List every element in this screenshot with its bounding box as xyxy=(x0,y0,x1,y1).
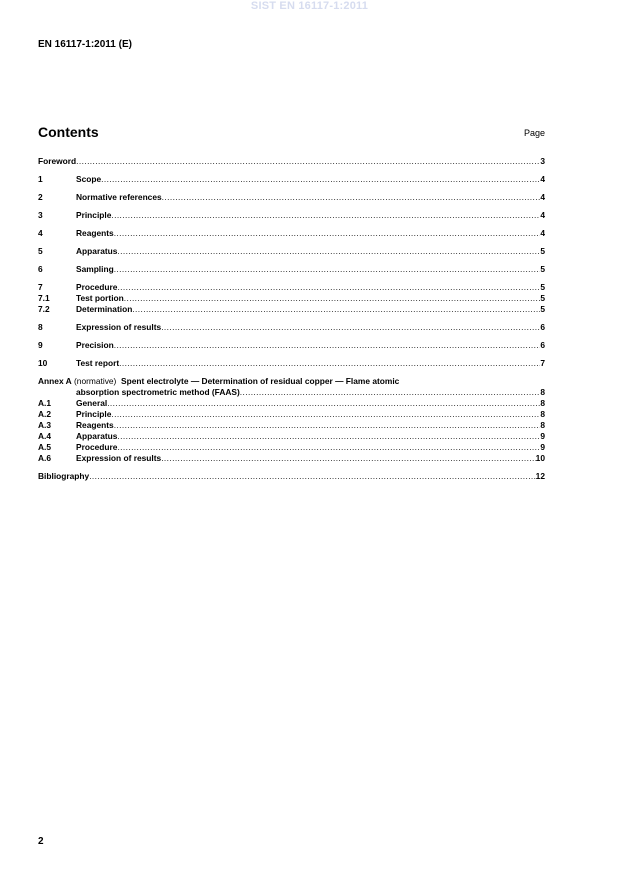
toc-page: 5 xyxy=(540,304,545,314)
toc-leader xyxy=(114,264,541,275)
toc-entry-sampling[interactable] xyxy=(38,264,545,275)
toc-page: 3 xyxy=(540,156,545,166)
page-number: 2 xyxy=(38,836,44,847)
annex-label: Annex A xyxy=(38,376,72,386)
toc-entry-normative-references[interactable] xyxy=(38,192,545,203)
document-id: EN 16117-1:2011 (E) xyxy=(38,39,132,50)
toc-title: Reagents xyxy=(76,420,114,430)
toc-title: Reagents xyxy=(76,228,114,238)
toc-number: 1 xyxy=(38,174,43,184)
toc-entry-scope[interactable] xyxy=(38,174,545,185)
toc-number: 7.1 xyxy=(38,293,50,303)
toc-number: 6 xyxy=(38,264,43,274)
toc-title: Scope xyxy=(76,174,102,184)
toc-page: 6 xyxy=(540,340,545,350)
toc-title: General xyxy=(76,398,108,408)
toc-entry-annex-a[interactable] xyxy=(38,376,545,398)
toc-title: Test report xyxy=(76,358,120,368)
toc-title: Apparatus xyxy=(76,246,118,256)
toc-leader xyxy=(117,431,540,442)
toc-leader xyxy=(89,471,535,482)
toc-title: Normative references xyxy=(76,192,162,202)
watermark: SIST EN 16117-1:2011 xyxy=(250,0,369,12)
toc-number: 3 xyxy=(38,210,43,220)
toc-entry-precision[interactable] xyxy=(38,340,545,351)
toc-leader xyxy=(161,322,540,333)
toc-number: A.4 xyxy=(38,431,52,441)
toc-entry-apparatus[interactable] xyxy=(38,246,545,257)
toc-leader xyxy=(111,210,540,221)
toc-page: 10 xyxy=(535,453,545,463)
toc-number: A.3 xyxy=(38,420,52,430)
toc-entry-annex-general[interactable] xyxy=(38,398,545,409)
toc-page: 5 xyxy=(540,282,545,292)
table-of-contents xyxy=(38,156,545,482)
toc-number: 10 xyxy=(38,358,48,368)
contents-title: Contents xyxy=(38,124,99,140)
toc-leader xyxy=(76,156,540,167)
toc-title: Foreword xyxy=(38,156,77,166)
toc-leader xyxy=(101,174,540,185)
toc-entry-annex-expression-of-results[interactable] xyxy=(38,453,545,464)
toc-entry-foreword[interactable] xyxy=(38,156,545,167)
annex-title-line2: absorption spectrometric method (FAAS) xyxy=(76,387,240,397)
toc-title: Expression of results xyxy=(76,322,162,332)
toc-title: Determination xyxy=(76,304,133,314)
toc-title: Test portion xyxy=(76,293,124,303)
toc-leader xyxy=(117,442,540,453)
toc-page: 9 xyxy=(540,431,545,441)
toc-leader xyxy=(119,358,540,369)
toc-entry-bibliography[interactable] xyxy=(38,471,545,482)
toc-entry-procedure[interactable] xyxy=(38,282,545,293)
toc-title: Bibliography xyxy=(38,471,90,481)
toc-number: 5 xyxy=(38,246,43,256)
toc-entry-test-report[interactable] xyxy=(38,358,545,369)
toc-leader xyxy=(162,192,541,203)
toc-entry-annex-apparatus[interactable] xyxy=(38,431,545,442)
toc-leader xyxy=(111,409,540,420)
toc-title: Precision xyxy=(76,340,114,350)
toc-entry-determination[interactable] xyxy=(38,304,545,315)
toc-leader xyxy=(114,340,541,351)
toc-title: Apparatus xyxy=(76,431,118,441)
toc-title: Principle xyxy=(76,409,112,419)
toc-number: 8 xyxy=(38,322,43,332)
toc-page: 6 xyxy=(540,322,545,332)
toc-leader xyxy=(240,387,541,398)
toc-number: 7.2 xyxy=(38,304,50,314)
toc-page: 8 xyxy=(540,409,545,419)
toc-page: 9 xyxy=(540,442,545,452)
toc-leader xyxy=(132,304,540,315)
toc-leader xyxy=(114,228,541,239)
toc-entry-reagents[interactable] xyxy=(38,228,545,239)
toc-page: 5 xyxy=(540,293,545,303)
toc-number: 7 xyxy=(38,282,43,292)
toc-leader xyxy=(124,293,541,304)
toc-leader xyxy=(161,453,535,464)
page-column-label: Page xyxy=(523,128,545,138)
annex-title-line1: Spent electrolyte — Determination of residual copper — Flame atomic xyxy=(121,376,400,386)
toc-entry-principle[interactable] xyxy=(38,210,545,221)
toc-page: 7 xyxy=(540,358,545,368)
toc-title: Principle xyxy=(76,210,112,220)
toc-page: 4 xyxy=(540,174,545,184)
toc-page: 4 xyxy=(540,228,545,238)
toc-title: Expression of results xyxy=(76,453,162,463)
toc-leader xyxy=(117,282,540,293)
toc-leader xyxy=(117,246,540,257)
toc-number: A.5 xyxy=(38,442,52,452)
toc-title: Sampling xyxy=(76,264,114,274)
toc-number: A.6 xyxy=(38,453,52,463)
toc-entry-annex-principle[interactable] xyxy=(38,409,545,420)
toc-page: 8 xyxy=(540,387,545,397)
toc-title: Procedure xyxy=(76,282,118,292)
toc-page: 4 xyxy=(540,210,545,220)
annex-qualifier: (normative) xyxy=(74,376,117,386)
toc-leader xyxy=(114,420,541,431)
toc-entry-test-portion[interactable] xyxy=(38,293,545,304)
toc-entry-expression-of-results[interactable] xyxy=(38,322,545,333)
toc-leader xyxy=(107,398,540,409)
toc-entry-annex-procedure[interactable] xyxy=(38,442,545,453)
toc-page: 5 xyxy=(540,246,545,256)
toc-number: 9 xyxy=(38,340,43,350)
toc-number: 4 xyxy=(38,228,43,238)
toc-page: 5 xyxy=(540,264,545,274)
toc-page: 12 xyxy=(535,471,545,481)
toc-page: 8 xyxy=(540,398,545,408)
toc-number: A.1 xyxy=(38,398,52,408)
toc-page: 8 xyxy=(540,420,545,430)
toc-number: A.2 xyxy=(38,409,52,419)
toc-title: Procedure xyxy=(76,442,118,452)
toc-entry-annex-reagents[interactable] xyxy=(38,420,545,431)
toc-number: 2 xyxy=(38,192,43,202)
toc-page: 4 xyxy=(540,192,545,202)
